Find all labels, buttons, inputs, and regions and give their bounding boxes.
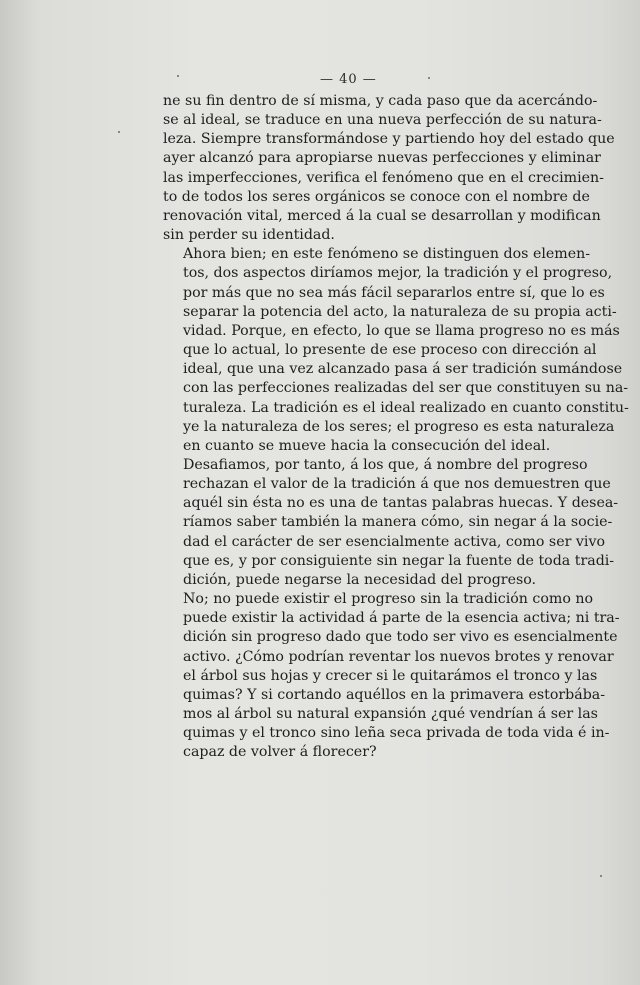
page-number: — 40 —: [320, 72, 377, 87]
paper-speck: [177, 75, 179, 77]
text-line: por más que no sea más fácil separarlos entre sí, que lo es: [183, 284, 605, 301]
paragraph: [163, 456, 619, 590]
text-line: tos, dos aspectos diríamos mejor, la tradición y el progreso,: [183, 265, 613, 282]
text-line: quimas? Y si cortando aquéllos en la primavera estorbába-: [183, 686, 606, 703]
paragraph: [163, 92, 615, 245]
text-line: ayer alcanzó para apropiarse nuevas perfecciones y eliminar: [163, 150, 601, 167]
text-line: dad el carácter de ser esencialmente activa, como ser vivo: [183, 533, 606, 550]
text-line: que es, y por consiguiente sin negar la fuente de toda tradi-: [183, 552, 615, 569]
text-line: capaz de volver á florecer?: [183, 744, 377, 761]
text-line: ye la naturaleza de los seres; el progreso es esta naturaleza: [183, 418, 615, 435]
body-text: [163, 92, 629, 762]
text-line: el árbol sus hojas y crecer si le quitarámos el tronco y las: [183, 667, 598, 684]
text-line: sin perder su identidad.: [163, 227, 335, 244]
text-line: con las perfecciones realizadas del ser que constituyen su na-: [183, 380, 629, 397]
text-line: dición, puede negarse la necesidad del progreso.: [183, 571, 537, 588]
text-line: Ahora bien; en este fenómeno se distinguen dos elemen-: [183, 246, 591, 263]
text-line: rechazan el valor de la tradición á que nos demuestren que: [183, 476, 611, 493]
text-line: turaleza. La tradición es el ideal realizado en cuanto constitu-: [183, 399, 629, 416]
paper-speck: [428, 77, 430, 79]
text-line: quimas y el tronco sino leña seca privada de toda vida é in-: [183, 725, 610, 742]
text-line: dición sin progreso dado que todo ser vivo es esencialmente: [183, 629, 618, 646]
text-line: las imperfecciones, verifica el fenómeno que en el crecimien-: [163, 169, 604, 186]
text-line: ideal, que una vez alcanzado pasa á ser tradición sumándose: [183, 361, 623, 378]
text-line: to de todos los seres orgánicos se conoce con el nombre de: [163, 188, 590, 205]
text-line: que lo actual, lo presente de ese proceso con dirección al: [183, 342, 597, 359]
text-line: renovación vital, merced á la cual se desarrollan y modifican: [163, 207, 601, 224]
text-line: No; no puede existir el progreso sin la tradición como no: [183, 591, 594, 608]
text-line: ne su fin dentro de sí misma, y cada paso que da acercándo-: [163, 93, 598, 109]
text-line: ríamos saber también la manera cómo, sin negar á la socie-: [183, 514, 613, 531]
text-line: mos al árbol su natural expansión ¿qué vendrían á ser las: [183, 706, 598, 722]
text-line: puede existir la actividad á parte de la esencia activa; ni tra-: [183, 610, 620, 627]
text-line: activo. ¿Cómo podrían reventar los nuevos brotes y renovar: [183, 648, 614, 665]
paper-speck: [118, 131, 120, 133]
text-line: se al ideal, se traduce en una nueva perfección de su natura-: [163, 112, 602, 129]
text-line: Desafiamos, por tanto, á los que, á nombre del progreso: [183, 456, 588, 473]
text-line: aquél sin ésta no es una de tantas palabras huecas. Y desea-: [183, 495, 619, 512]
text-line: leza. Siempre transformándose y partiendo hoy del estado que: [163, 131, 615, 148]
paragraph: [163, 590, 620, 762]
paragraph: [163, 245, 629, 456]
text-line: separar la potencia del acto, la naturaleza de su propia acti-: [183, 303, 617, 320]
text-line: vidad. Porque, en efecto, lo que se llama progreso no es más: [183, 322, 620, 339]
paper-speck: [600, 875, 602, 877]
text-line: en cuanto se mueve hacia la consecución del ideal.: [183, 437, 551, 454]
